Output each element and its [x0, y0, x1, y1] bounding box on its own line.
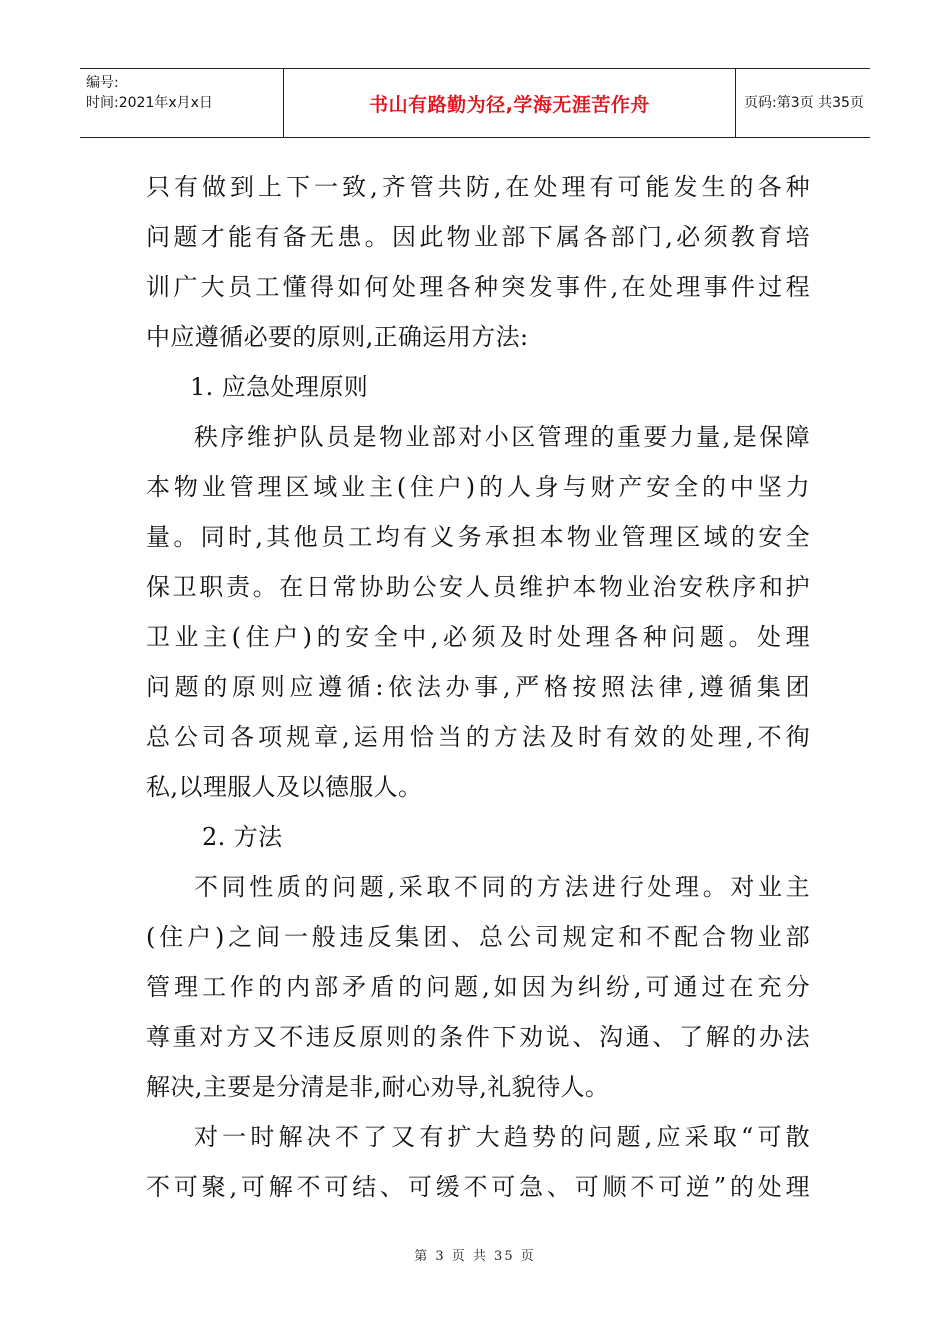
body-line: 不可聚,可解不可结、可缓不可急、可顺不可逆”的处理 [146, 1173, 810, 1201]
body-line: 量。同时,其他员工均有义务承担本物业管理区域的安全 [146, 523, 810, 551]
body-line: 不同性质的问题,采取不同的方法进行处理。对业主 [194, 873, 810, 901]
document-header-table [80, 68, 870, 138]
header-page-cell [736, 69, 870, 137]
section-heading: 1. 应急处理原则 [190, 373, 369, 401]
body-line: 总公司各项规章,运用恰当的方法及时有效的处理,不徇 [146, 723, 810, 751]
body-line: 保卫职责。在日常协助公安人员维护本物业治安秩序和护 [146, 573, 810, 601]
body-line: 问题的原则应遵循:依法办事,严格按照法律,遵循集团 [146, 673, 810, 701]
body-line: (住户)之间一般违反集团、总公司规定和不配合物业部 [146, 923, 810, 951]
body-line: 训广大员工懂得如何处理各种突发事件,在处理事件过程 [146, 273, 810, 301]
body-line: 中应遵循必要的原则,正确运用方法: [146, 323, 529, 351]
body-line: 私,以理服人及以德服人。 [146, 773, 423, 801]
page-info: 页码:第3页 共35页 [744, 95, 864, 111]
body-line: 尊重对方又不违反原则的条件下劝说、沟通、了解的办法 [146, 1023, 810, 1051]
header-meta-cell [80, 69, 284, 137]
body-line: 秩序维护队员是物业部对小区管理的重要力量,是保障 [194, 423, 810, 451]
section-heading: 2. 方法 [202, 823, 283, 851]
document-body [146, 162, 810, 1212]
body-line: 本物业管理区域业主(住户)的人身与财产安全的中坚力 [146, 473, 810, 501]
motto-text: 书山有路勤为径,学海无涯苦作舟 [369, 93, 650, 116]
document-number-label: 编号: [86, 75, 119, 91]
body-line: 解决,主要是分清是非,耐心劝导,礼貌待人。 [146, 1073, 610, 1101]
body-line: 管理工作的内部矛盾的问题,如因为纠纷,可通过在充分 [146, 973, 810, 1001]
body-line: 对一时解决不了又有扩大趋势的问题,应采取“可散 [194, 1123, 810, 1151]
body-line: 卫业主(住户)的安全中,必须及时处理各种问题。处理 [146, 623, 810, 651]
header-motto-cell [284, 69, 736, 137]
body-line: 问题才能有备无患。因此物业部下属各部门,必须教育培 [146, 223, 810, 251]
body-line: 只有做到上下一致,齐管共防,在处理有可能发生的各种 [146, 173, 810, 201]
page-footer: 第 3 页 共 35 页 [414, 1249, 536, 1264]
document-time-label: 时间:2021年x月x日 [86, 95, 213, 111]
